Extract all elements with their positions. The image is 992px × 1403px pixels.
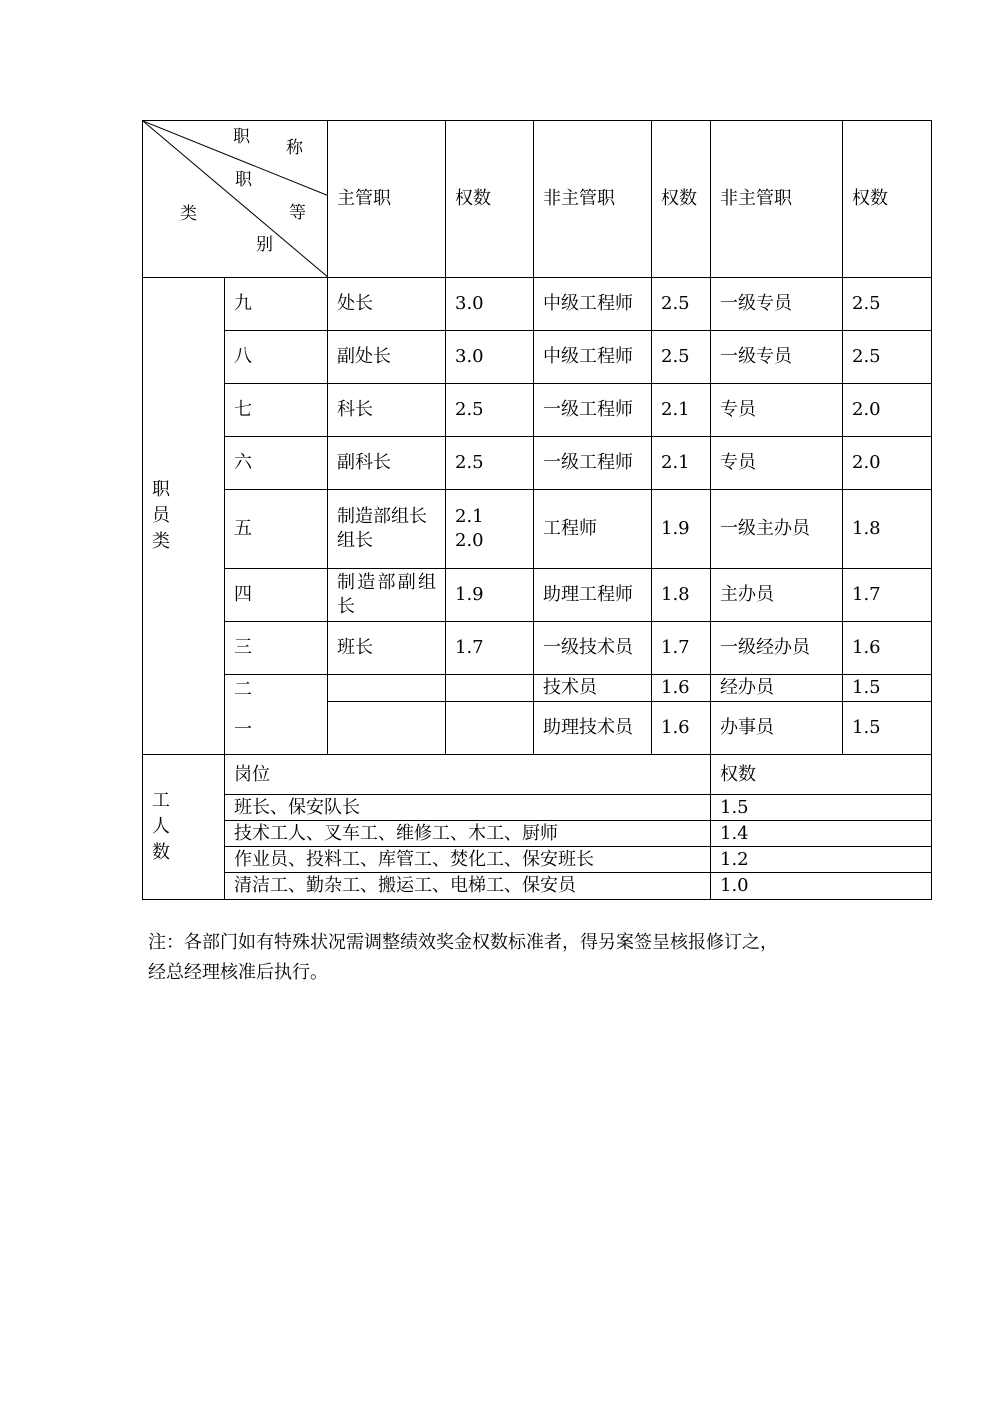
diag-top-char-2: 称 bbox=[286, 138, 303, 158]
post-weight-cell: 1.5 bbox=[711, 795, 932, 821]
manager-weight-cell: 3.0 bbox=[446, 331, 534, 384]
manager-weight-cell: 2.5 bbox=[446, 437, 534, 490]
post-cell: 班长、保安队长 bbox=[225, 795, 711, 821]
tech-weight-cell: 2.1 bbox=[652, 437, 711, 490]
manager-title-cell: 制造部副组长 bbox=[328, 569, 446, 622]
manager-weight-cell bbox=[446, 490, 534, 569]
manager-weight-cell: 2.5 bbox=[446, 384, 534, 437]
admin-title-cell: 专员 bbox=[711, 384, 843, 437]
worker-header-row bbox=[143, 755, 932, 795]
staff-row bbox=[143, 278, 932, 331]
manager-title-cell bbox=[328, 675, 446, 702]
manager-weight-line: 2.0 bbox=[455, 530, 484, 551]
staff-row bbox=[143, 331, 932, 384]
admin-weight-cell: 2.0 bbox=[843, 384, 932, 437]
grade-cell: 四 bbox=[225, 569, 328, 622]
manager-weight-cell bbox=[446, 675, 534, 702]
diag-mid-char-3: 别 bbox=[256, 235, 273, 255]
admin-weight-cell: 1.5 bbox=[843, 675, 932, 702]
admin-title-cell: 办事员 bbox=[711, 702, 843, 755]
manager-weight-cell: 1.7 bbox=[446, 622, 534, 675]
admin-weight-cell: 2.5 bbox=[843, 278, 932, 331]
manager-title-cell: 处长 bbox=[328, 278, 446, 331]
post-weight-cell: 1.2 bbox=[711, 847, 932, 873]
manager-weight-line: 2.1 bbox=[455, 506, 484, 527]
manager-title-cell: 班长 bbox=[328, 622, 446, 675]
manager-title-cell bbox=[328, 702, 446, 755]
col-header-weight-3: 权数 bbox=[843, 121, 932, 278]
staff-row bbox=[143, 675, 932, 702]
staff-row bbox=[143, 569, 932, 622]
manager-title-line: 组长 bbox=[337, 530, 373, 551]
col-header-weight-1: 权数 bbox=[446, 121, 534, 278]
admin-title-cell: 主办员 bbox=[711, 569, 843, 622]
admin-title-cell: 一级专员 bbox=[711, 278, 843, 331]
worker-row bbox=[143, 847, 932, 873]
admin-title-cell: 经办员 bbox=[711, 675, 843, 702]
manager-weight-cell: 3.0 bbox=[446, 278, 534, 331]
grade-cell: 五 bbox=[225, 490, 328, 569]
admin-weight-cell: 1.6 bbox=[843, 622, 932, 675]
col-header-nonmanager-tech: 非主管职 bbox=[534, 121, 652, 278]
admin-title-cell: 一级专员 bbox=[711, 331, 843, 384]
admin-title-cell: 一级主办员 bbox=[711, 490, 843, 569]
tech-weight-cell: 2.5 bbox=[652, 278, 711, 331]
admin-weight-cell: 1.7 bbox=[843, 569, 932, 622]
post-weight-cell: 1.0 bbox=[711, 873, 932, 900]
tech-title-cell: 中级工程师 bbox=[534, 331, 652, 384]
admin-title-cell: 专员 bbox=[711, 437, 843, 490]
manager-title-cell: 副科长 bbox=[328, 437, 446, 490]
diag-mid-char-1: 职 bbox=[235, 170, 252, 190]
col-header-post: 岗位 bbox=[225, 755, 711, 795]
admin-weight-cell: 1.8 bbox=[843, 490, 932, 569]
staff-row bbox=[143, 490, 932, 569]
tech-weight-cell: 1.9 bbox=[652, 490, 711, 569]
manager-weight-cell: 1.9 bbox=[446, 569, 534, 622]
diagonal-header-cell bbox=[143, 121, 328, 278]
tech-title-cell: 一级技术员 bbox=[534, 622, 652, 675]
post-cell: 清洁工、勤杂工、搬运工、电梯工、保安员 bbox=[225, 873, 711, 900]
admin-weight-cell: 2.0 bbox=[843, 437, 932, 490]
grade-cell: 八 bbox=[225, 331, 328, 384]
admin-weight-cell: 1.5 bbox=[843, 702, 932, 755]
diag-left-char: 类 bbox=[180, 204, 197, 224]
tech-title-cell: 助理工程师 bbox=[534, 569, 652, 622]
tech-weight-cell: 1.7 bbox=[652, 622, 711, 675]
post-cell: 作业员、投料工、库管工、焚化工、保安班长 bbox=[225, 847, 711, 873]
tech-title-cell: 工程师 bbox=[534, 490, 652, 569]
tech-weight-cell: 1.8 bbox=[652, 569, 711, 622]
grade-cell: 九 bbox=[225, 278, 328, 331]
post-weight-cell: 1.4 bbox=[711, 821, 932, 847]
staff-row bbox=[143, 437, 932, 490]
tech-weight-cell: 2.1 bbox=[652, 384, 711, 437]
tech-title-cell: 中级工程师 bbox=[534, 278, 652, 331]
col-header-worker-weight: 权数 bbox=[711, 755, 932, 795]
grade-cell: 七 bbox=[225, 384, 328, 437]
tech-title-cell: 技术员 bbox=[534, 675, 652, 702]
manager-title-line: 制造部组长 bbox=[337, 506, 427, 527]
footnote-line-2: 经总经理核准后执行。 bbox=[148, 962, 328, 983]
tech-weight-cell: 2.5 bbox=[652, 331, 711, 384]
staff-row bbox=[143, 622, 932, 675]
footnote-line-1: 注：各部门如有特殊状况需调整绩效奖金权数标准者，得另案签呈核报修订之， bbox=[148, 932, 778, 953]
staff-category-cell: 职 员 类 bbox=[143, 278, 225, 755]
tech-title-cell: 一级工程师 bbox=[534, 384, 652, 437]
tech-weight-cell: 1.6 bbox=[652, 675, 711, 702]
admin-weight-cell: 2.5 bbox=[843, 331, 932, 384]
diag-mid-char-2: 等 bbox=[289, 203, 306, 223]
worker-category-cell: 工 人 数 bbox=[143, 755, 225, 900]
col-header-weight-2: 权数 bbox=[652, 121, 711, 278]
header-row bbox=[143, 121, 932, 278]
col-header-manager: 主管职 bbox=[328, 121, 446, 278]
worker-row bbox=[143, 795, 932, 821]
tech-title-cell: 助理技术员 bbox=[534, 702, 652, 755]
staff-row bbox=[143, 384, 932, 437]
weight-table bbox=[142, 120, 932, 900]
tech-title-cell: 一级工程师 bbox=[534, 437, 652, 490]
grade-cell: 二 一 bbox=[225, 675, 328, 755]
worker-row bbox=[143, 873, 932, 900]
manager-title-cell bbox=[328, 490, 446, 569]
col-header-nonmanager-admin: 非主管职 bbox=[711, 121, 843, 278]
grade-cell: 三 bbox=[225, 622, 328, 675]
post-cell: 技术工人、叉车工、维修工、木工、厨师 bbox=[225, 821, 711, 847]
manager-title-cell: 科长 bbox=[328, 384, 446, 437]
diag-top-char-1: 职 bbox=[233, 127, 250, 147]
footnote bbox=[148, 928, 908, 988]
admin-title-cell: 一级经办员 bbox=[711, 622, 843, 675]
grade-cell: 六 bbox=[225, 437, 328, 490]
worker-row bbox=[143, 821, 932, 847]
tech-weight-cell: 1.6 bbox=[652, 702, 711, 755]
manager-title-cell: 副处长 bbox=[328, 331, 446, 384]
manager-weight-cell bbox=[446, 702, 534, 755]
